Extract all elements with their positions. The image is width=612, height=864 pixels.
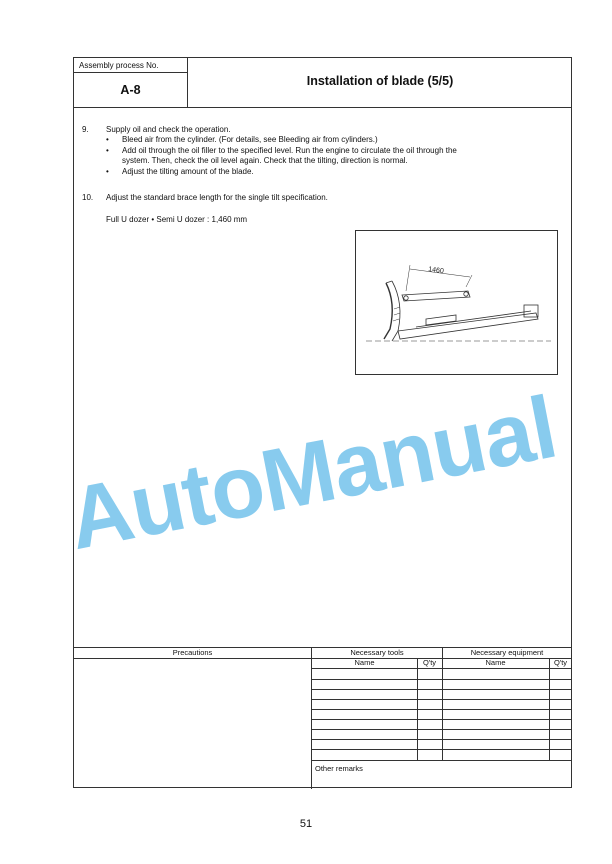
dozer-illustration: [356, 231, 557, 374]
document-frame: Assembly process No. A-8 Installation of blade (5/5) 9. Supply oil and check the operation. • Bleed air from the cylinder. (For details, see Bleeding air from cylinders.) • Add oil through the oil filler to the specified level. Run the engine to circulate the oil through the system. Then, check the oil level again. Check that the tilting, direction is normal. • Adjust the tilting amount of the blade. 10. Adjust the standard brace length for the single tilt specification. Full U dozer • Semi U dozer : 1,460 mm 1460 Precautions Necessary tools Necessary equipment Name Q'ty Name Q'ty Other remarks: [73, 57, 572, 788]
process-box: [74, 58, 188, 108]
process-label: Assembly process No.: [74, 58, 187, 73]
dimension-label: 1460: [427, 266, 445, 276]
bullet-text: Bleed air from the cylinder. (For details, see Bleeding air from cylinders.): [122, 135, 378, 144]
bullet-text: Add oil through the oil filler to the specified level. Run the engine to circulate the oil through the: [122, 145, 457, 155]
process-number: A-8: [120, 83, 141, 97]
bottom-table: [74, 647, 571, 789]
spec-text: Full U dozer • Semi U dozer : 1,460 mm: [106, 215, 248, 224]
page-title: Installation of blade (5/5): [188, 58, 572, 108]
step-number: 9.: [82, 125, 89, 134]
tools-equipment-table: [311, 648, 572, 789]
step-text: Supply oil and check the operation.: [106, 125, 231, 134]
equipment-qty-header: Q'ty: [549, 658, 572, 669]
bullet-text: Adjust the tilting amount of the blade.: [122, 166, 254, 176]
step-number: 10.: [82, 193, 94, 202]
other-remarks-label: Other remarks: [315, 764, 363, 773]
blade-brace-diagram: [355, 230, 558, 375]
bullet-text: system. Then, check the oil level again. Check that the tilting, direction is normal.: [122, 156, 408, 165]
step-text: Adjust the standard brace length for the single tilt specification.: [106, 193, 328, 202]
equipment-name-header: Name: [442, 658, 549, 669]
precautions-header: Precautions: [74, 648, 311, 659]
equipment-header: Necessary equipment: [442, 648, 572, 659]
tools-qty-header: Q'ty: [417, 658, 442, 669]
page-number: 51: [299, 818, 313, 830]
tools-name-header: Name: [312, 658, 417, 669]
watermark: AutoManual: [60, 376, 564, 569]
tools-header: Necessary tools: [312, 648, 442, 659]
